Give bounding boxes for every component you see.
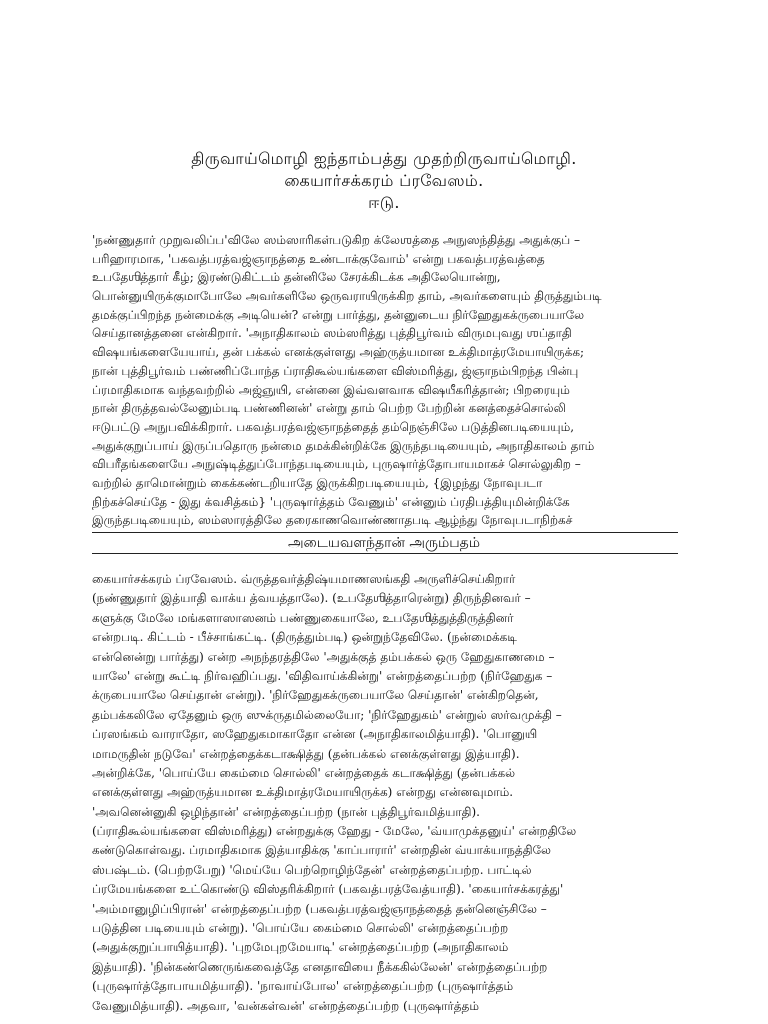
text-line: அதுக்குறுப்பாய் இருப்பதொரு நன்மை தமக்கின்றிக்கே இருந்தபடியையும், அநாதிகாலம் தாம் — [92, 438, 595, 453]
text-line: நிற்கச்செய்தே - இது க்வசித்கம்} 'புருஷார்த்தம் வேணும்' என்னும் ப்ரதிபத்தியுமின்றிக்கே — [92, 494, 570, 509]
section-divider-bottom — [92, 553, 678, 554]
text-line: களுக்கு மேலே மங்களாஸாஸனம் பண்ணுகையாலே, உபதேஶித்துத்திருத்தினர் — [92, 610, 514, 625]
text-line: ஈடுபட்டு அநுபவிக்கிறார். பகவத்பரத்வஜ்ஞாநத்தைத் தம்நெஞ்சிலே படுத்தினபடியையும், — [92, 419, 575, 434]
text-line: வேணுமித்யாதி). அதவா, 'வன்கள்வன்' என்றத்தைப்பற்ற (புருஷார்த்தம் — [92, 998, 480, 1013]
chapter-title — [0, 148, 768, 214]
text-line: படுத்தின படியையும் என்று). 'பொய்யே கைம்மை சொல்லி' என்றத்தைப்பற்ற — [92, 921, 509, 936]
section-heading: அடையவளந்தான் அரும்பதம் — [287, 535, 481, 551]
text-line: விபரீதங்களையே அநுஷ்டித்துப்போந்தபடியையும், புருஷார்த்தோபாயமாகச் சொல்லுகிற – — [92, 457, 581, 472]
text-line: எனக்குள்ளது அஹ்ருத்யமான உக்திமாத்ரமேயாயிருக்க) என்றது என்னவுமாம். — [92, 785, 514, 800]
text-line: (புருஷார்த்தோபாயமித்யாதி). 'நாவாய்போல' என்றத்தைப்பற்ற (புருஷார்த்தம் — [92, 979, 514, 994]
title-line-1: திருவாய்மொழி ஐந்தாம்பத்து முதற்றிருவாய்மொழி. — [191, 149, 577, 168]
text-line: 'அவனென்னுகி ஒழிந்தான்' என்றத்தைப்பற்ற (நான் புத்திபூர்வமித்யாதி). — [92, 804, 480, 819]
text-line: தம்பக்கலிலே ஏதேனும் ஒரு ஸுக்ருதமில்லையோ; 'நிர்ஹேதுகம்' என்றுல் ஸர்வமுக்தி – — [92, 707, 562, 722]
text-line: அன்றிக்கே, 'பொய்யே கைம்மை சொல்லி' என்றத்தைக் கடாக்ஷித்து (தன்பக்கல் — [92, 765, 516, 780]
text-line: (நண்ணுதார் இத்யாதி வாக்ய த்வயத்தாலே). (உபதேஶித்தாரென்று) திருந்தினவர் – — [92, 591, 531, 606]
text-line: ஸ்பஷ்டம். (பெற்றபேறு) 'மெய்யே பெற்றொழிந்தேன்' என்றத்தைப்பற்ற. பாட்டில் — [92, 862, 532, 877]
text-line: யாலே' என்று கூட்டி நிர்வஹிப்பது. 'விதிவாய்க்கின்று' என்றத்தைப்பற்ற (நிர்ஹேதுக – — [92, 668, 553, 683]
text-line: 'அம்மானுழிப்பிரான்' என்றத்தைப்பற்ற (பகவத்பரத்வஜ்ஞாநத்தைத் தன்னெஞ்சிலே – — [92, 901, 547, 916]
text-line: கண்டுகொள்வது. ப்ரமாதிகமாக இத்யாதிக்கு 'காப்பாரார்' என்றதின் வ்யாக்யாநத்திலே — [92, 843, 552, 858]
commentary-paragraph — [92, 570, 678, 1016]
text-line: ப்ரமேயங்களை உட்கொண்டு விஸ்தரிக்கிறார் (பகவத்பரத்வேத்யாதி). 'கையார்சக்கரத்து' — [92, 882, 564, 897]
text-line: நான் திருத்தவல்லேனும்படி பண்ணினன்' என்று தாம் பெற்ற பேற்றின் கனத்தைச்சொல்லி — [92, 401, 566, 416]
text-line: இருந்தபடியையும், ஸம்ஸாரத்திலே தரைகாணவொண்ணாதபடி ஆழ்ந்து நோவுபடாநிற்கச் — [92, 513, 573, 528]
text-line: விஷயங்களையேயாய், தன் பக்கல் எனக்குள்ளது அஹ்ருத்யமான உக்திமாத்ரமேயாயிருக்க; — [92, 345, 585, 360]
text-line: என்றபடி. கிட்டம் - பீச்சாங்கட்டி. (திருத்தும்படி) ஒன்றுந்தேவிலே. (நன்மைக்கடி — [92, 630, 517, 645]
text-line: க்ருபையாலே செய்தான் என்று). 'நிர்ஹேதுகக்ருபையாலே செய்தான்' என்கிறதென், — [92, 688, 539, 703]
text-line: இத்யாதி). 'நின்கண்ணெருங்கவைத்தே எனதாவியை நீக்ககில்லேன்' என்றத்தைப்பற்ற — [92, 959, 548, 974]
title-line-2: கையார்சக்கரம் ப்ரவேஸம். — [284, 171, 484, 190]
text-line: 'நண்ணுதார் முறுவலிப்ப'விலே ஸம்ஸாரிகள்படுகிற க்லேஶத்தை அநுஸந்தித்து அதுக்குப் – — [92, 233, 580, 247]
section-divider-top — [92, 532, 678, 533]
title-line-3: ஈடு. — [368, 193, 400, 212]
text-line: (ப்ராதிகூல்யங்களை விஸ்மரித்து) என்றதுக்கு ஹேது - மேலே, 'வ்யாமுக்தனுய்' என்றதிலே — [92, 824, 577, 839]
text-line: செய்தானத்தனை என்கிறார். 'அநாதிகாலம் ஸம்ஸரித்து புத்திபூர்வம் விருமபுவது ஶப்தாதி — [92, 326, 572, 341]
text-line: உபதேஶித்தார் கீழ்; இரண்டுகிட்டம் தன்னிலே சேரக்கிடக்க அதிலேயொன்று, — [92, 270, 501, 285]
text-line: கையார்சக்கரம் ப்ரவேஸம். வ்ருத்தவர்த்திஷ்யமாணஸங்கதி அருளிச்செய்கிறார் — [92, 572, 516, 586]
text-line: ப்ரஸங்கம் வாராதோ, ஸஹேதுகமாகாதோ என்ன (அநாதிகாலமித்யாதி). 'பொனுயி — [92, 727, 538, 742]
text-line: வற்றில் தாமொன்றும் கைக்கண்டறியாதே இருக்கிறபடியையும், {இழந்து நோவுபடா — [92, 475, 543, 490]
text-line: நான் புத்திபூர்வம் பண்ணிப்போந்த ப்ராதிகூல்யங்களை விஸ்மரித்து, ஜ்ஞாநம்பிறந்த பின்பு — [92, 363, 579, 378]
text-line: (அதுக்குறுப்பாயித்யாதி). 'புறமேபுறமேயாடி' என்றத்தைப்பற்ற (அநாதிகாலம் — [92, 940, 509, 955]
text-line: பரிஹாரமாக, 'பகவத்பரத்வஜ்ஞாநத்தை உண்டாக்குவோம்' என்று பகவத்பரத்வத்தை — [92, 251, 545, 266]
intro-paragraph — [92, 231, 678, 530]
text-line: தமக்குப்பிறந்த நன்மைக்கு அடியென்? என்று பார்த்து, தன்னுடைய நிர்ஹேதுகக்ருபையாலே — [92, 307, 585, 322]
text-line: என்னென்று பார்த்து) என்ற அநந்தரத்திலே 'அதுக்குத் தம்பக்கல் ஒரு ஹேதுகாணமை – — [92, 649, 555, 664]
text-line: மாமருதின் நடுவே' என்றத்தைக்கடாக்ஷித்து (தன்பக்கல் எனக்குள்ளது இத்யாதி). — [92, 746, 520, 761]
text-line: பொன்னுயிருக்குமாபோலே அவர்களிலே ஒருவராயிருக்கிற தாம், அவர்களையும் திருத்தும்படி — [92, 289, 602, 304]
text-line: ப்ரமாதிகமாக வந்தவற்றில் அஜ்ஞுயி, என்னை இவ்வளவாக விஷயீகரித்தான்; பிறரையும் — [92, 382, 570, 397]
